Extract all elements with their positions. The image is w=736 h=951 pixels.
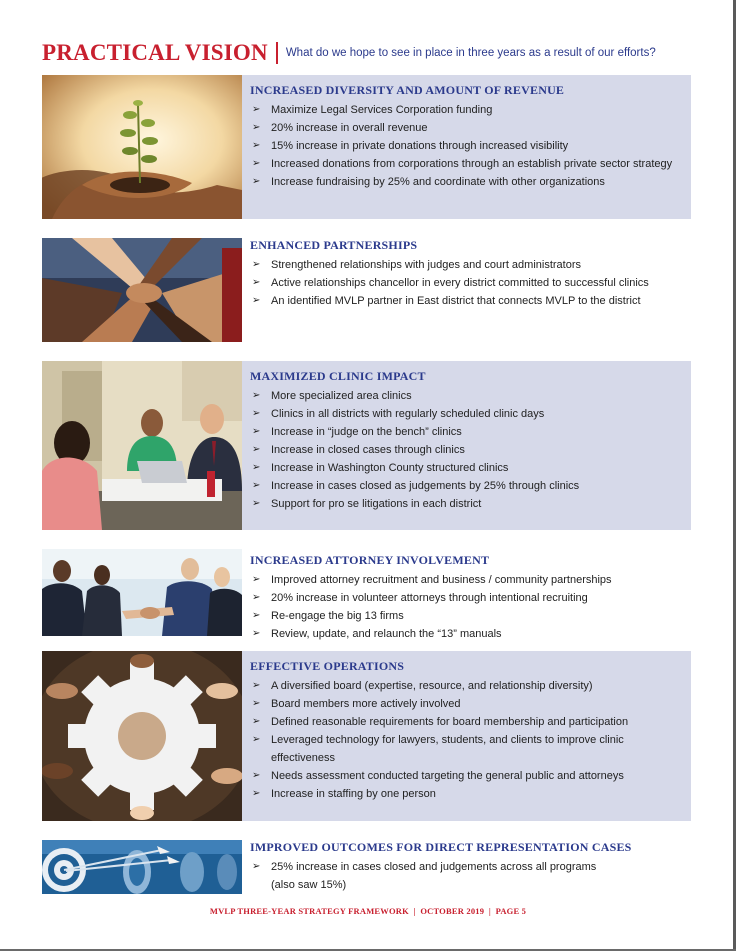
list-item: ➢ Strengthened relationships with judges and court administrators (250, 256, 681, 274)
list-item: ➢ Clinics in all districts with regularly scheduled clinic days (250, 405, 681, 423)
stacked-hands-photo (42, 238, 242, 348)
list-item: ➢ Defined reasonable requirements for board membership and participation (250, 713, 681, 731)
list-item: ➢ Increase in Washington County structured clinics (250, 459, 681, 477)
list-item: ➢ Increase in “judge on the bench” clinics (250, 423, 681, 441)
section-panel (242, 832, 691, 896)
arrow-bullet-icon: ➢ (252, 480, 261, 491)
list-item: ➢ Leveraged technology for lawyers, students, and clients to improve clinic effectiveness (250, 731, 681, 767)
arrow-bullet-icon: ➢ (252, 680, 261, 691)
arrow-bullet-icon: ➢ (252, 259, 261, 270)
arrow-bullet-icon: ➢ (252, 861, 261, 872)
section-panel (242, 75, 691, 219)
arrow-bullet-icon: ➢ (252, 498, 261, 509)
list-item: ➢ Active relationships chancellor in every district committed to successful clinics (250, 274, 681, 292)
bullet-list (250, 858, 681, 894)
list-item: ➢ Support for pro se litigations in each district (250, 495, 681, 513)
section-panel (242, 361, 691, 530)
section-title: INCREASED DIVERSITY AND AMOUNT OF REVENUE (250, 83, 565, 97)
bullet-list (250, 677, 681, 803)
section-operations (42, 651, 691, 821)
arrow-bullet-icon: ➢ (252, 444, 261, 455)
arrow-bullet-icon: ➢ (252, 698, 261, 709)
arrow-bullet-icon: ➢ (252, 390, 261, 401)
list-item: ➢ 25% increase in cases closed and judgements across all programs (also saw 15%) (250, 858, 681, 894)
list-item: ➢ Needs assessment conducted targeting the general public and attorneys (250, 767, 681, 785)
list-item: ➢ Re-engage the big 13 firms (250, 607, 681, 625)
section-title: ENHANCED PARTNERSHIPS (250, 238, 418, 252)
arrow-bullet-icon: ➢ (252, 426, 261, 437)
arrow-bullet-icon: ➢ (252, 462, 261, 473)
list-item: ➢ Increase in closed cases through clinics (250, 441, 681, 459)
arrow-bullet-icon: ➢ (252, 734, 261, 745)
bullet-list (250, 101, 681, 191)
list-item: ➢ Increase in cases closed as judgements by 25% through clinics (250, 477, 681, 495)
section-direct-representation (42, 832, 691, 896)
list-item: ➢ More specialized area clinics (250, 387, 681, 405)
business-handshake-photo (42, 549, 242, 636)
section-panel (242, 545, 691, 640)
list-item: ➢ A diversified board (expertise, resource, and relationship diversity) (250, 677, 681, 695)
section-title: MAXIMIZED CLINIC IMPACT (250, 369, 426, 383)
hands-holding-gear-photo (42, 651, 242, 821)
list-item: ➢ 15% increase in private donations through increased visibility (250, 137, 681, 155)
list-item: ➢ 20% increase in overall revenue (250, 119, 681, 137)
section-title: INCREASED ATTORNEY INVOLVEMENT (250, 553, 490, 567)
arrow-bullet-icon: ➢ (252, 176, 261, 187)
bullet-list (250, 256, 681, 310)
arrow-bullet-icon: ➢ (252, 277, 261, 288)
section-title: IMPROVED OUTCOMES FOR DIRECT REPRESENTATION CASES (250, 840, 632, 854)
arrow-bullet-icon: ➢ (252, 295, 261, 306)
target-darts-photo (42, 840, 242, 894)
arrow-bullet-icon: ➢ (252, 408, 261, 419)
page-title: PRACTICAL VISION (42, 40, 268, 65)
seedling-in-hands-photo (42, 75, 242, 219)
clinic-meeting-photo (42, 361, 242, 530)
list-item: ➢ An identified MVLP partner in East district that connects MVLP to the district (250, 292, 681, 310)
page-subtitle: What do we hope to see in place in three years as a result of our efforts? (285, 47, 656, 59)
bullet-list (250, 571, 681, 643)
list-item: ➢ Review, update, and relaunch the “13” manuals (250, 625, 681, 643)
arrow-bullet-icon: ➢ (252, 628, 261, 639)
list-item: ➢ Improved attorney recruitment and business / community partnerships (250, 571, 681, 589)
arrow-bullet-icon: ➢ (252, 158, 261, 169)
arrow-bullet-icon: ➢ (252, 122, 261, 133)
list-item: ➢ Increased donations from corporations through an establish private sector strategy (250, 155, 681, 173)
arrow-bullet-icon: ➢ (252, 140, 261, 151)
list-item: ➢ Increase in staffing by one person (250, 785, 681, 803)
page-footer: MVLP THREE-YEAR STRATEGY FRAMEWORK | OCTOBER 2019 | PAGE 5 (209, 906, 527, 916)
section-panel (242, 230, 691, 342)
header-divider (276, 42, 278, 64)
arrow-bullet-icon: ➢ (252, 610, 261, 621)
list-item: ➢ Maximize Legal Services Corporation funding (250, 101, 681, 119)
list-item: ➢ Increase fundraising by 25% and coordinate with other organizations (250, 173, 681, 191)
section-revenue (42, 75, 691, 219)
arrow-bullet-icon: ➢ (252, 574, 261, 585)
section-clinic-impact (42, 361, 691, 530)
list-item: ➢ 20% increase in volunteer attorneys through intentional recruiting (250, 589, 681, 607)
arrow-bullet-icon: ➢ (252, 716, 261, 727)
section-partnerships (42, 230, 691, 342)
section-panel (242, 651, 691, 821)
list-item: ➢ Board members more actively involved (250, 695, 681, 713)
section-title: EFFECTIVE OPERATIONS (250, 659, 405, 673)
arrow-bullet-icon: ➢ (252, 770, 261, 781)
bullet-list (250, 387, 681, 513)
page-header (42, 38, 656, 68)
arrow-bullet-icon: ➢ (252, 788, 261, 799)
arrow-bullet-icon: ➢ (252, 104, 261, 115)
section-attorney-involvement (42, 545, 691, 640)
arrow-bullet-icon: ➢ (252, 592, 261, 603)
